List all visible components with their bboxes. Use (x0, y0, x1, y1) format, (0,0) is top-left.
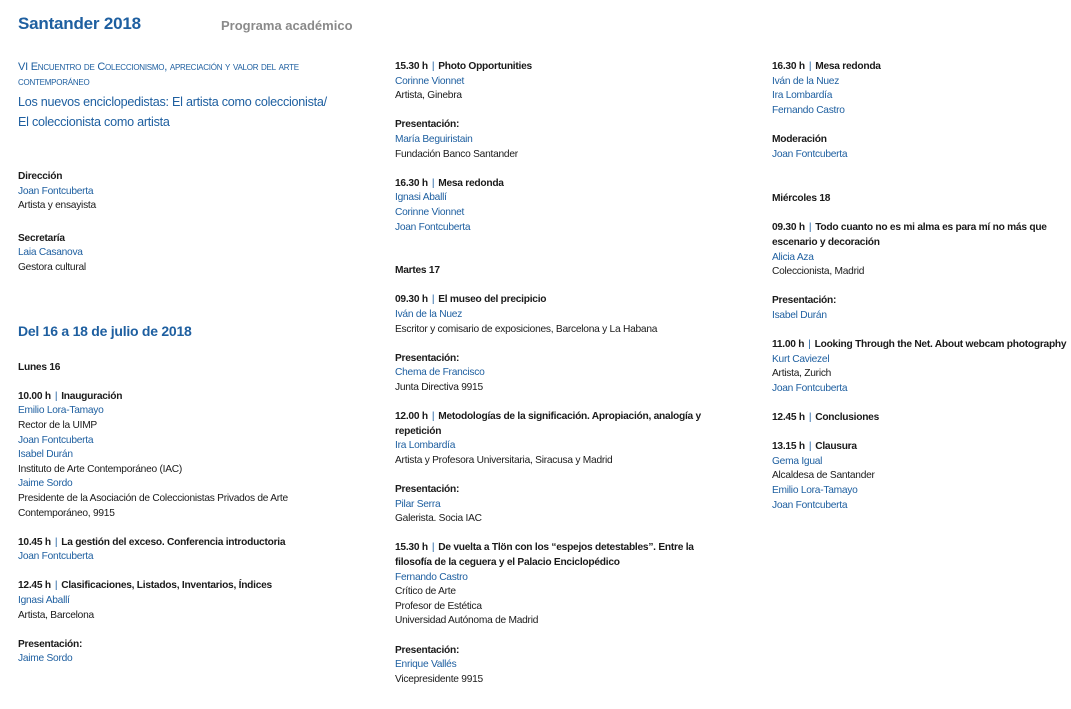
session-title: Mesa redonda (438, 177, 504, 189)
event-subtitle-line: El coleccionista como artista (18, 115, 170, 129)
person-name: Isabel Durán (18, 449, 73, 461)
event-title (18, 60, 348, 90)
session-title: De vuelta a Tlön con los “espejos detestables”. Entre la (438, 542, 694, 554)
session-title: La gestión del exceso. Conferencia introductoria (61, 536, 286, 548)
event-title-line: contemporáneo (18, 76, 90, 88)
session (772, 60, 1067, 162)
separator: | (431, 411, 435, 423)
person-name: Jaime Sordo (18, 478, 73, 490)
session-title-continued: escenario y decoración (772, 236, 880, 248)
person-name: Iván de la Nuez (395, 308, 463, 320)
person-role: Artista, Barcelona (18, 609, 94, 621)
person-name: Corinne Vionnet (395, 206, 465, 218)
person-name: Pilar Serra (395, 498, 441, 510)
session-time: 09.30 h (772, 222, 805, 234)
session (772, 440, 1067, 513)
session-title: Mesa redonda (815, 61, 881, 72)
session (395, 410, 715, 527)
presentation-label: Presentación: (395, 352, 460, 364)
separator: | (808, 441, 812, 453)
person-role: Crítico de Arte (395, 586, 456, 598)
secretaria-block (18, 232, 348, 276)
person-name: Ira Lombardía (772, 90, 833, 102)
separator: | (431, 61, 435, 72)
session-title-continued: filosofía de la ceguera y el Palacio Enciclopédico (395, 557, 620, 568)
person-role: Presidente de la Asociación de Coleccionistas Privados de Arte (18, 492, 288, 504)
session-title: Inauguración (61, 390, 123, 402)
person-role: Instituto de Arte Contemporáneo (IAC) (18, 463, 183, 475)
person-name: Chema de Francisco (395, 367, 485, 379)
person-name: Emilio Lora-Tamayo (18, 405, 104, 417)
separator: | (431, 294, 435, 306)
day-heading: Martes 17 (395, 265, 440, 277)
person-name: María Beguiristain (395, 133, 473, 145)
person-role: Contemporáneo, 9915 (18, 507, 115, 519)
session-title: Photo Opportunities (438, 61, 532, 72)
person-name: Fernando Castro (772, 104, 845, 116)
session (395, 177, 715, 235)
session-time: 16.30 h (395, 177, 428, 189)
person-role: Fundación Banco Santander (395, 148, 518, 160)
session-title: Conclusiones (815, 412, 880, 424)
column-3 (772, 60, 1067, 513)
person-name: Gema Igual (772, 455, 823, 467)
person-name: Laia Casanova (18, 247, 83, 259)
session (772, 221, 1067, 323)
session-title: Looking Through the Net. About webcam photography (814, 339, 1067, 351)
session (395, 293, 715, 395)
session-title: Clausura (815, 441, 857, 453)
event-dates: Del 16 a 18 de julio de 2018 (18, 322, 192, 339)
session-title: Clasificaciones, Listados, Inventarios, Índices (61, 580, 272, 592)
event-subtitle-line: Los nuevos enciclopedistas: El artista como coleccionista/ (18, 95, 327, 109)
person-name: Joan Fontcuberta (772, 382, 848, 394)
separator: | (54, 536, 58, 548)
presentation-label: Presentación: (395, 484, 460, 496)
person-role: Galerista. Socia IAC (395, 513, 482, 525)
person-name: Corinne Vionnet (395, 75, 465, 87)
person-role: Gestora cultural (18, 261, 86, 273)
person-role: Escritor y comisario de exposiciones, Barcelona y La Habana (395, 323, 658, 335)
person-role: Profesor de Estética (395, 600, 482, 612)
person-name: Joan Fontcuberta (18, 434, 94, 446)
person-role: Coleccionista, Madrid (772, 266, 865, 278)
session (18, 390, 348, 521)
session-time: 15.30 h (395, 61, 428, 72)
event-title-line: VI Encuentro de Coleccionismo, apreciación y valor del arte (18, 61, 299, 73)
session-time: 10.00 h (18, 390, 51, 402)
person-name: Enrique Vallés (395, 659, 457, 671)
person-name: Ignasi Aballí (395, 192, 447, 204)
session-time: 10.45 h (18, 536, 51, 548)
session (772, 411, 1067, 426)
day-heading: Miércoles 18 (772, 193, 831, 205)
session-time: 12.00 h (395, 411, 428, 423)
person-role: Universidad Autónoma de Madrid (395, 615, 539, 627)
person-name: Joan Fontcuberta (772, 499, 848, 511)
event-subtitle (18, 92, 348, 132)
session-time: 12.45 h (772, 412, 805, 424)
moderation-label: Moderación (772, 133, 827, 145)
session (395, 60, 715, 162)
day-heading: Lunes 16 (18, 361, 61, 373)
session-time: 11.00 h (772, 339, 805, 351)
separator: | (54, 580, 58, 592)
person-name: Joan Fontcuberta (18, 185, 94, 197)
person-role: Alcaldesa de Santander (772, 470, 875, 482)
page-header-title: Santander 2018 (18, 14, 141, 33)
session-title: El museo del precipicio (438, 294, 547, 306)
presentation-label: Presentación: (18, 638, 83, 650)
person-name: Joan Fontcuberta (395, 221, 471, 233)
session (772, 338, 1067, 396)
person-name: Joan Fontcuberta (18, 551, 94, 563)
person-name: Ira Lombardía (395, 440, 456, 452)
separator: | (431, 542, 435, 554)
separator: | (54, 390, 58, 402)
person-role: Artista, Ginebra (395, 90, 462, 102)
person-name: Fernando Castro (395, 571, 468, 583)
person-role: Rector de la UIMP (18, 419, 97, 431)
presentation-label: Presentación: (772, 295, 837, 307)
session (18, 579, 348, 667)
session (18, 536, 348, 565)
secretaria-label: Secretaría (18, 232, 65, 244)
person-name: Alicia Aza (772, 251, 814, 263)
person-role: Junta Directiva 9915 (395, 381, 483, 393)
session-title: Todo cuanto no es mi alma es para mí no más que (815, 222, 1047, 234)
person-role: Artista y Profesora Universitaria, Siracusa y Madrid (395, 454, 613, 466)
session (395, 541, 715, 687)
session-time: 12.45 h (18, 580, 51, 592)
person-name: Joan Fontcuberta (772, 148, 848, 160)
presentation-label: Presentación: (395, 644, 460, 656)
person-role: Artista y ensayista (18, 200, 96, 212)
person-name: Ignasi Aballí (18, 595, 70, 607)
presentation-label: Presentación: (395, 119, 460, 131)
direccion-label: Dirección (18, 171, 63, 182)
separator: | (431, 177, 435, 189)
session-time: 09.30 h (395, 294, 428, 306)
separator: | (808, 61, 812, 72)
person-role: Artista, Zurich (772, 368, 832, 380)
session-title: Metodologías de la significación. Apropiación, analogía y (438, 411, 701, 423)
column-1 (18, 60, 348, 667)
person-name: Emilio Lora-Tamayo (772, 485, 858, 497)
separator: | (808, 222, 812, 234)
session-title-continued: repetición (395, 425, 442, 437)
page-header-subtitle: Programa académico (221, 18, 353, 33)
person-name: Iván de la Nuez (772, 75, 840, 87)
person-role: Vicepresidente 9915 (395, 673, 483, 685)
direccion-block (18, 170, 348, 214)
separator: | (808, 412, 812, 424)
person-name: Kurt Caviezel (772, 353, 830, 365)
person-name: Isabel Durán (772, 309, 827, 321)
person-name: Jaime Sordo (18, 653, 73, 665)
column-2 (395, 60, 715, 687)
separator: | (808, 339, 811, 351)
session-time: 13.15 h (772, 441, 805, 453)
session-time: 15.30 h (395, 542, 428, 554)
session-time: 16.30 h (772, 61, 805, 72)
